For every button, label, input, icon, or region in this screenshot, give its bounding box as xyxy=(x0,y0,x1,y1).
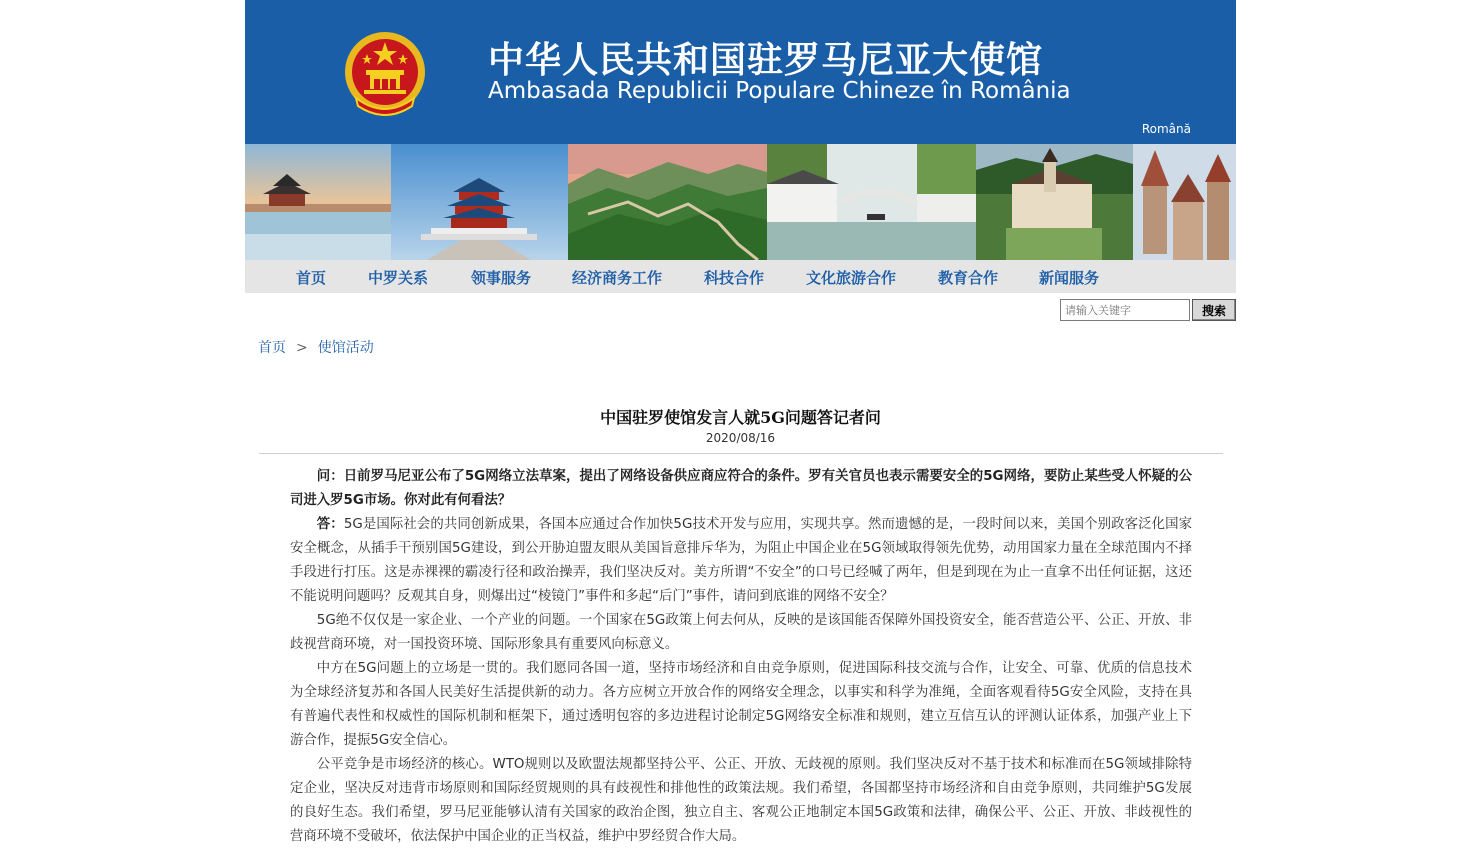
breadcrumb-home-link[interactable]: 首页 xyxy=(258,340,286,356)
peles-castle-icon xyxy=(976,144,1133,260)
nav-item-home[interactable]: 首页 xyxy=(296,269,327,287)
answer-label: 答： xyxy=(316,517,344,532)
search-box xyxy=(1060,299,1236,321)
nav-item-culture[interactable]: 文化旅游合作 xyxy=(806,269,897,287)
article-question: 问：日前罗马尼亚公布了5G网络立法草案，提出了网络设备供应商应符合的条件。罗有关官员也表示需要安全的5G网络，要防止某些受人怀疑的公司进入罗5G市场。你对此有何看法？ xyxy=(290,469,1192,508)
search-input[interactable] xyxy=(1060,299,1190,321)
breadcrumb xyxy=(258,337,374,357)
main-nav xyxy=(245,260,1236,293)
great-wall-icon xyxy=(568,144,767,260)
article-title: 中国驻罗使馆发言人就5G问题答记者问 xyxy=(600,408,881,427)
article-answer xyxy=(290,513,1192,609)
article-body xyxy=(290,465,1192,849)
search-button[interactable]: 搜索 xyxy=(1192,299,1236,321)
breadcrumb-separator-icon: > xyxy=(296,340,308,356)
nav-item-consular[interactable]: 领事服务 xyxy=(471,269,532,287)
answer-text: 5G是国际社会的共同创新成果，各国本应通过合作加快5G技术开发与应用，实现共享。然而遗憾的是，一段时间以来，美国个别政客泛化国家安全概念，从插手干预别国5G建设，到公开胁迫盟友眼从美国旨意排斥华为，为阻止中国企业在5G领域取得领先优势，动用国家力量在全球范围内不择手段进行打压。这是赤裸裸的霸凌行径和政治操弄，我们坚决反对。美方所谓“不安全”的口号已经喊了两年，但是到现在为止一直拿不出任何证据，这还不能说明问题吗？反观其自身，则爆出过“棱镜门”事件和多起“后门”事件，请问到底谁的网络不安全？ xyxy=(290,517,1192,604)
article-date: 2020/08/16 xyxy=(705,431,776,445)
header-banner xyxy=(245,0,1236,144)
nav-item-education[interactable]: 教育合作 xyxy=(938,269,999,287)
national-emblem-icon xyxy=(342,28,428,120)
nav-item-science[interactable]: 科技合作 xyxy=(704,269,765,287)
nav-item-relations[interactable]: 中罗关系 xyxy=(368,269,429,287)
forbidden-city-corner-tower-icon xyxy=(245,144,391,260)
breadcrumb-current-link[interactable]: 使馆活动 xyxy=(317,340,374,356)
article-paragraph: 5G绝不仅仅是一家企业、一个产业的问题。一个国家在5G政策上何去何从，反映的是该国能否保障外国投资安全，能否营造公平、公正、开放、非歧视营商环境，对一国投资环境、国际形象具有重要风向标意义。 xyxy=(290,613,1192,652)
corvin-castle-icon xyxy=(1133,144,1236,260)
temple-of-heaven-icon xyxy=(391,144,568,260)
nav-item-economic[interactable]: 经济商务工作 xyxy=(572,269,663,287)
article-paragraph: 公平竞争是市场经济的核心。WTO规则以及欧盟法规都坚持公平、公正、开放、无歧视的原则。我们坚决反对不基于技术和标准而在5G领域排除特定企业，坚决反对违背市场原则和国际经贸规则的具有歧视性和排他性的政策法规。我们希望，各国都坚持市场经济和自由竞争原则，共同维护5G发展的良好生态。我们希望，罗马尼亚能够认清有关国家的政治企图，独立自主、客观公正地制定本国5G政策和法律，确保公平、公正、开放、非歧视性的营商环境不受破坏，依法保护中国企业的正当权益，维护中罗经贸合作大局。 xyxy=(290,757,1192,844)
nav-item-news[interactable]: 新闻服务 xyxy=(1039,269,1100,287)
site-title-romanian: Ambasada Republicii Populare Chineze în România xyxy=(488,78,1071,104)
photo-strip xyxy=(245,144,1236,260)
language-switch-link[interactable]: Română xyxy=(1141,122,1191,136)
divider xyxy=(259,453,1223,454)
page xyxy=(245,0,1236,844)
water-town-canal-icon xyxy=(767,144,976,260)
article-paragraph: 中方在5G问题上的立场是一贯的。我们愿同各国一道，坚持市场经济和自由竞争原则，促进国际科技交流与合作，让安全、可靠、优质的信息技术为全球经济复苏和各国人民美好生活提供新的动力。各方应树立开放合作的网络安全理念，以事实和科学为准绳，全面客观看待5G安全风险，支持在具有普遍代表性和权威性的国际机制和框架下，通过透明包容的多边进程讨论制定5G网络安全标准和规则，建立互信互认的评测认证体系，加强产业上下游合作，提振5G安全信心。 xyxy=(290,661,1192,748)
site-title-chinese: 中华人民共和国驻罗马尼亚大使馆 xyxy=(488,40,1044,81)
